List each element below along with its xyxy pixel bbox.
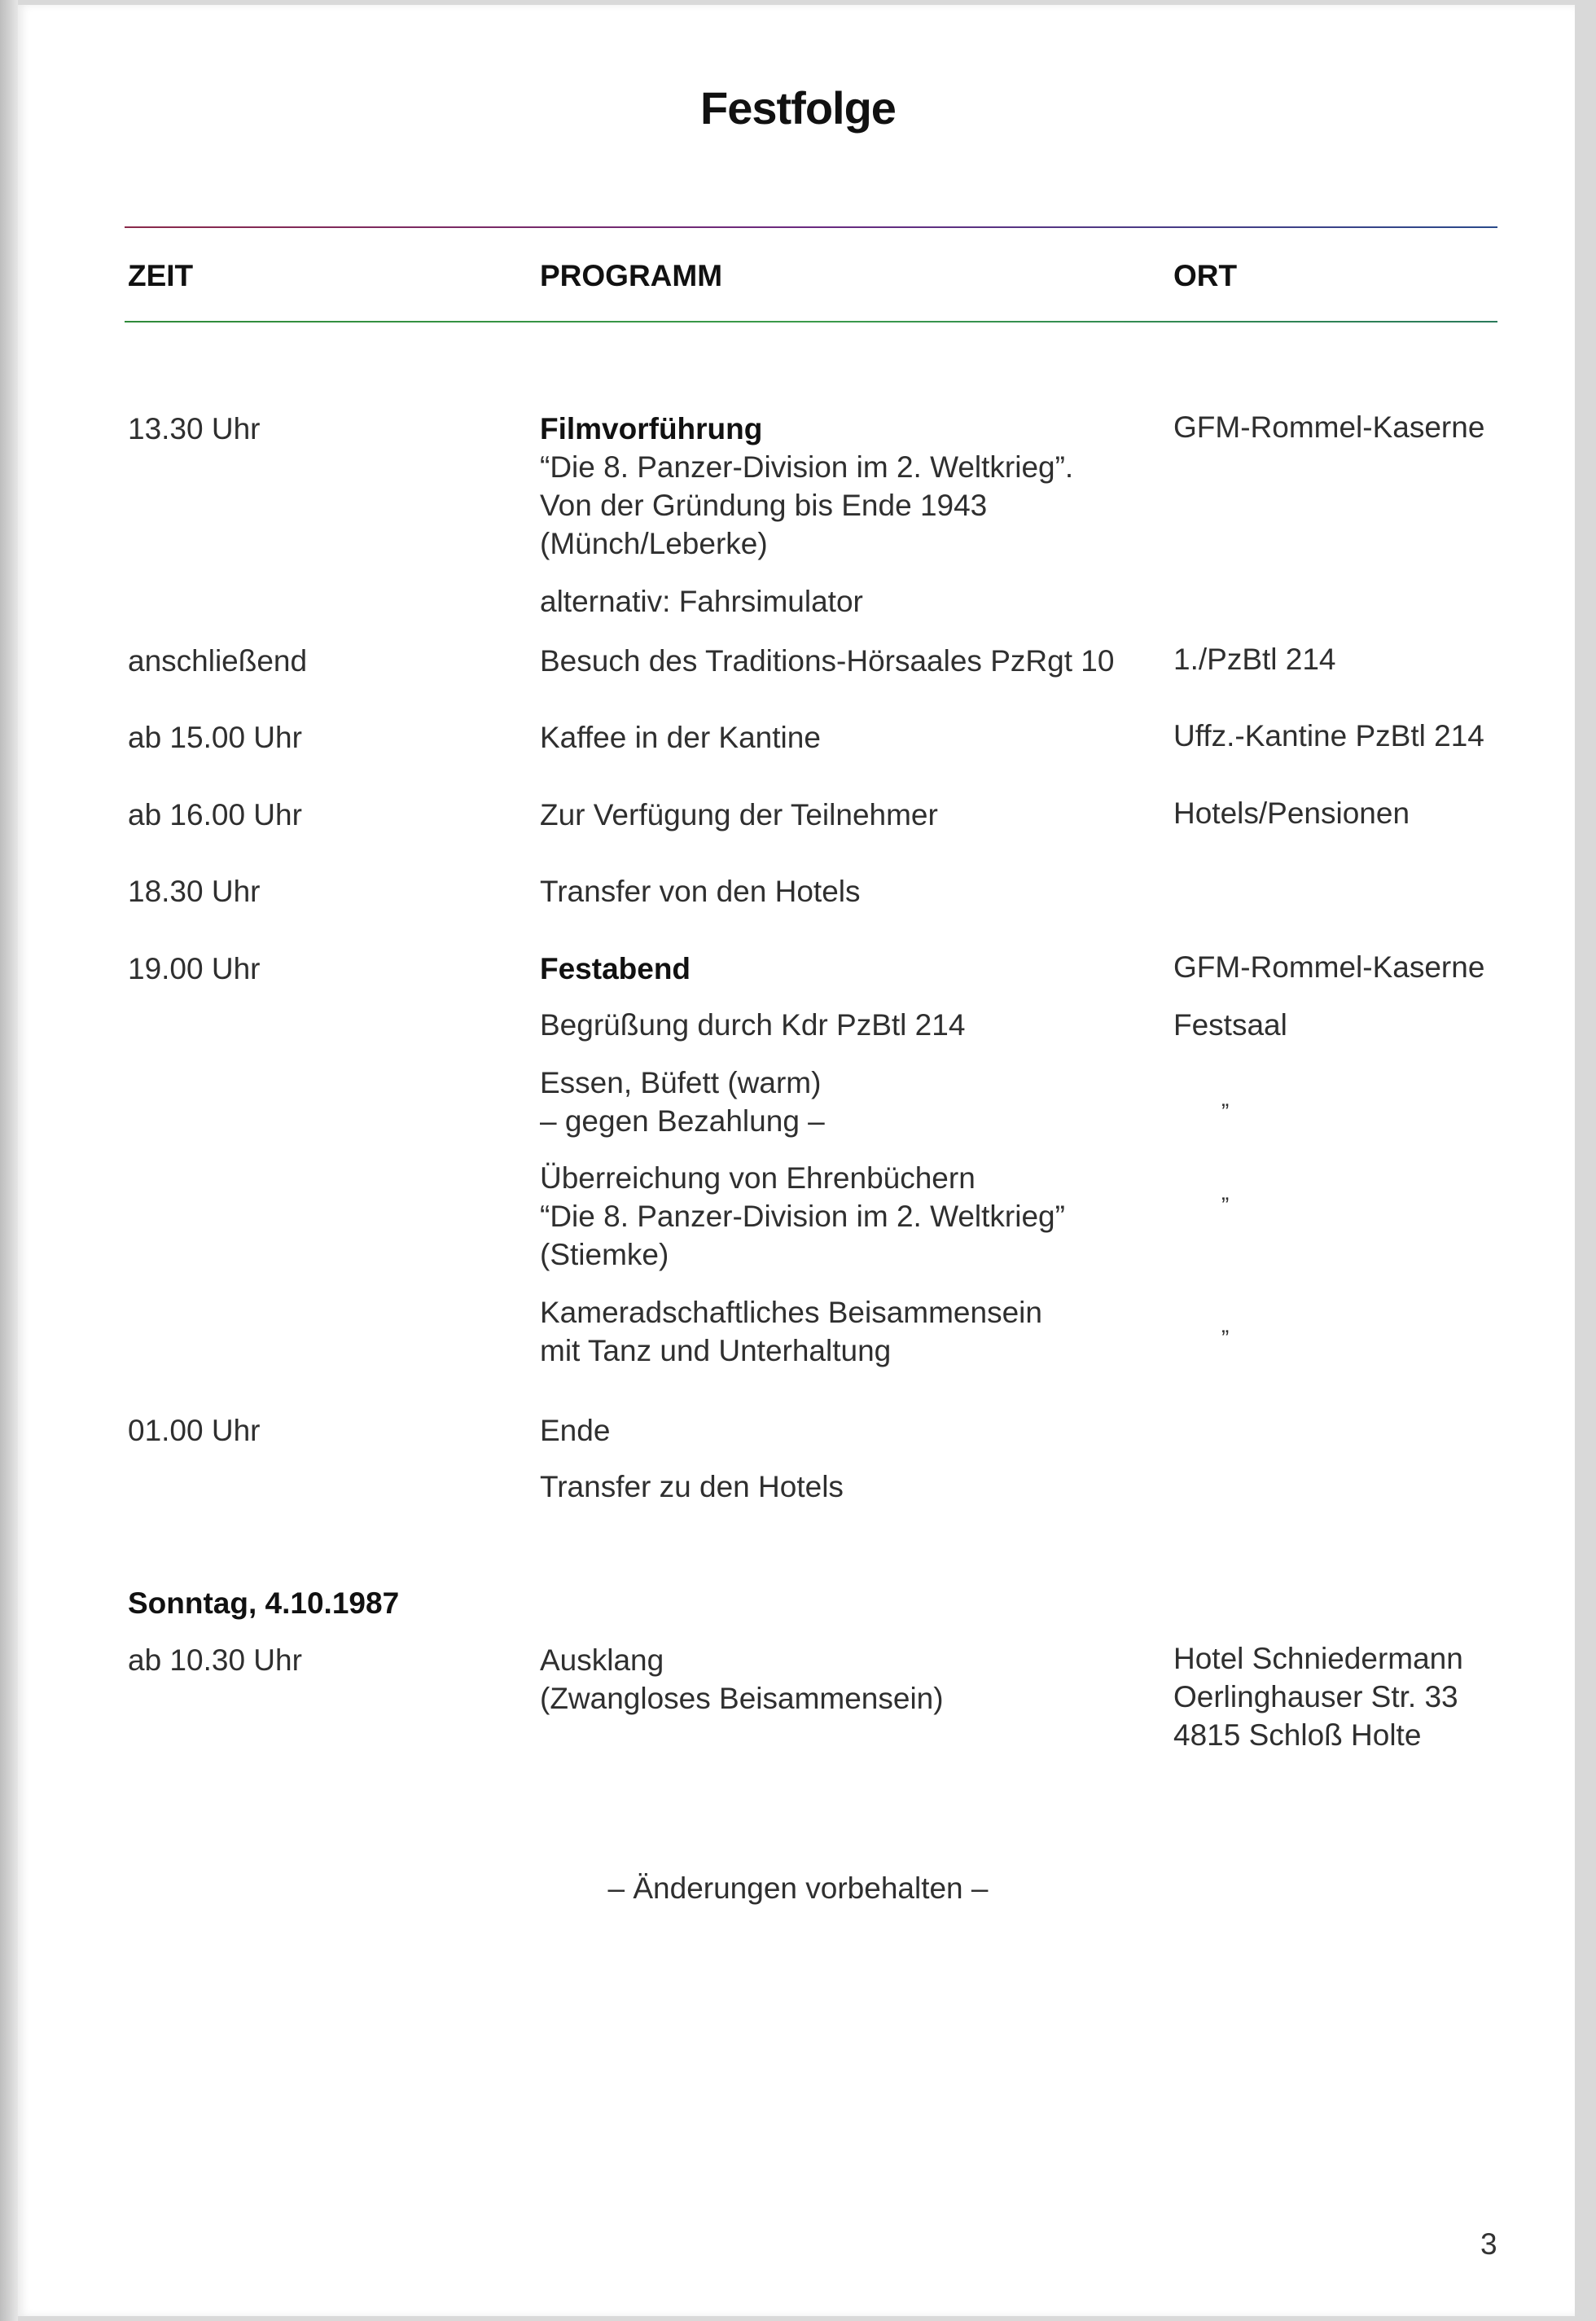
header-bottom-rule	[125, 321, 1497, 322]
programm-line: Ende	[540, 1414, 611, 1447]
ditto-mark: „	[1221, 1179, 1230, 1204]
programm-line: alternativ: Fahrsimulator	[540, 585, 863, 618]
programm-line: Überreichung von Ehrenbüchern	[540, 1161, 976, 1195]
page-binding-edge	[0, 0, 18, 2321]
changes-reserved-note: – Änderungen vorbehalten –	[607, 1871, 989, 1905]
ditto-mark: „	[1221, 1312, 1230, 1337]
ort-cell: GFM-Rommel-Kaserne	[1173, 950, 1485, 984]
programm-line: Transfer von den Hotels	[540, 875, 861, 908]
column-header-programm: PROGRAMM	[540, 259, 723, 292]
day-heading: Sonntag, 4.10.1987	[128, 1586, 400, 1620]
zeit-cell: 13.30 Uhr	[128, 412, 261, 445]
programm-line: – gegen Bezahlung –	[540, 1104, 825, 1138]
zeit-cell: 19.00 Uhr	[128, 952, 261, 985]
page-title: Festfolge	[700, 82, 896, 134]
zeit-cell: ab 10.30 Uhr	[128, 1643, 302, 1677]
zeit-cell: ab 16.00 Uhr	[128, 798, 302, 831]
header-top-rule	[125, 226, 1497, 228]
ort-cell: Uffz.-Kantine PzBtl 214	[1173, 719, 1484, 752]
programm-line: Begrüßung durch Kdr PzBtl 214	[540, 1008, 966, 1042]
programm-line: “Die 8. Panzer-Division im 2. Weltkrieg”.	[540, 450, 1074, 484]
column-header-ort: ORT	[1173, 259, 1238, 292]
ditto-mark: „	[1221, 1086, 1230, 1111]
programm-title: Filmvorführung	[540, 412, 763, 445]
zeit-cell: 01.00 Uhr	[128, 1414, 261, 1447]
programm-line: “Die 8. Panzer-Division im 2. Weltkrieg”	[540, 1200, 1065, 1233]
ort-cell: 1./PzBtl 214	[1173, 643, 1336, 676]
programm-line: Ausklang	[540, 1643, 664, 1677]
zeit-cell: ab 15.00 Uhr	[128, 721, 302, 754]
page-number: 3	[1480, 2227, 1497, 2261]
programm-line: Kaffee in der Kantine	[540, 721, 821, 754]
programm-title: Festabend	[540, 952, 691, 985]
ort-line: Oerlinghauser Str. 33	[1173, 1680, 1458, 1713]
ort-line: 4815 Schloß Holte	[1173, 1718, 1422, 1752]
programm-line: Zur Verfügung der Teilnehmer	[540, 798, 938, 831]
programm-line: Von der Gründung bis Ende 1943	[540, 489, 988, 522]
ort-cell: Festsaal	[1173, 1008, 1287, 1042]
programm-line: Kameradschaftliches Beisammensein	[540, 1296, 1042, 1329]
programm-line: (Münch/Leberke)	[540, 527, 768, 560]
programm-line: (Stiemke)	[540, 1238, 669, 1271]
zeit-cell: anschließend	[128, 644, 308, 678]
programm-line: Transfer zu den Hotels	[540, 1470, 844, 1503]
programm-line: Besuch des Traditions-Hörsaales PzRgt 10	[540, 644, 1115, 678]
column-header-zeit: ZEIT	[128, 259, 194, 292]
zeit-cell: 18.30 Uhr	[128, 875, 261, 908]
programm-line: (Zwangloses Beisammensein)	[540, 1682, 944, 1715]
programm-line: Essen, Büfett (warm)	[540, 1066, 822, 1099]
programm-line: mit Tanz und Unterhaltung	[540, 1334, 892, 1367]
ort-cell: Hotels/Pensionen	[1173, 796, 1410, 830]
ort-line: Hotel Schniedermann	[1173, 1642, 1463, 1675]
ort-cell: GFM-Rommel-Kaserne	[1173, 410, 1485, 444]
